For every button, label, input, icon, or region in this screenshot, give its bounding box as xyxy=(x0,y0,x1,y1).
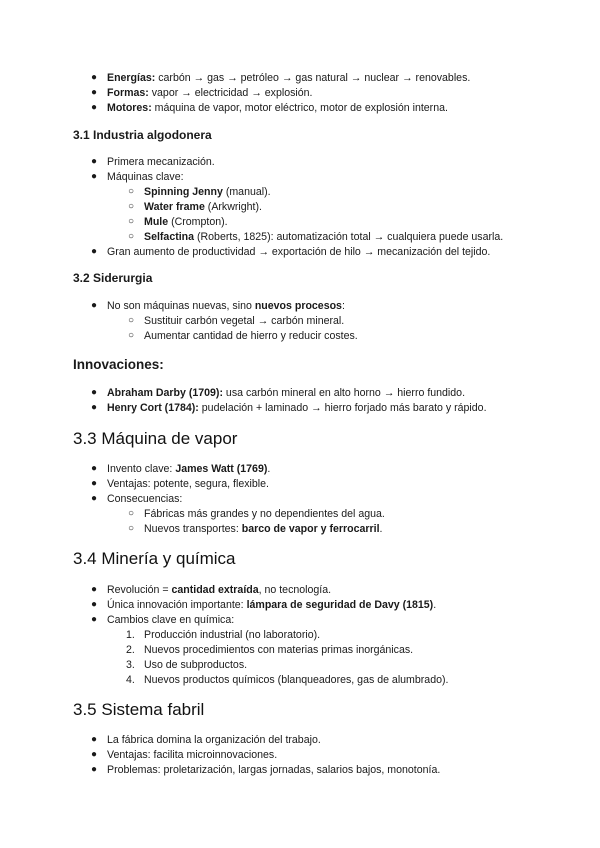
list-item: Energías: carbón → gas → petróleo → gas natural → nuclear → renovables. xyxy=(107,72,471,84)
bullet-icon: ● xyxy=(91,584,98,595)
sub-bullet-icon: ○ xyxy=(128,523,135,534)
bullet-icon: ● xyxy=(91,764,98,775)
section-heading-3-2: 3.2 Siderurgia xyxy=(73,271,153,285)
sub-list-item: Aumentar cantidad de hierro y reducir costes. xyxy=(144,330,358,342)
list-item: Invento clave: James Watt (1769). xyxy=(107,463,271,475)
list-item: Primera mecanización. xyxy=(107,156,215,168)
list-item: Gran aumento de productividad → exportación de hilo → mecanización del tejido. xyxy=(107,246,491,258)
ordered-number: 4. xyxy=(126,674,135,686)
ordered-number: 2. xyxy=(126,644,135,656)
ordered-item: Nuevos procedimientos con materias primas inorgánicas. xyxy=(144,644,414,656)
bullet-icon: ● xyxy=(91,749,98,760)
sub-list-item: Selfactina (Roberts, 1825): automatización total → cualquiera puede usarla. xyxy=(144,231,504,243)
list-item: Problemas: proletarización, largas jornadas, salarios bajos, monotonía. xyxy=(107,764,441,776)
bullet-icon: ● xyxy=(91,72,98,83)
list-item: La fábrica domina la organización del trabajo. xyxy=(107,734,321,746)
list-item: Ventajas: facilita microinnovaciones. xyxy=(107,749,278,761)
bullet-icon: ● xyxy=(91,156,98,167)
section-heading-3-3: 3.3 Máquina de vapor xyxy=(73,429,238,448)
list-item: Abraham Darby (1709): usa carbón mineral en alto horno → hierro fundido. xyxy=(107,387,466,399)
sub-bullet-icon: ○ xyxy=(128,315,135,326)
bullet-icon: ● xyxy=(91,463,98,474)
list-item: Motores: máquina de vapor, motor eléctrico, motor de explosión interna. xyxy=(107,102,448,114)
bullet-icon: ● xyxy=(91,171,98,182)
sub-bullet-icon: ○ xyxy=(128,216,135,227)
sub-bullet-icon: ○ xyxy=(128,186,135,197)
bullet-icon: ● xyxy=(91,387,98,398)
bullet-icon: ● xyxy=(91,402,98,413)
section-heading-3-1: 3.1 Industria algodonera xyxy=(73,128,212,142)
list-item: Cambios clave en química: xyxy=(107,614,235,626)
bullet-icon: ● xyxy=(91,300,98,311)
ordered-item: Uso de subproductos. xyxy=(144,659,248,671)
bullet-icon: ● xyxy=(91,87,98,98)
ordered-item: Nuevos productos químicos (blanqueadores, gas de alumbrado). xyxy=(144,674,449,686)
list-item: Consecuencias: xyxy=(107,493,183,505)
sub-bullet-icon: ○ xyxy=(128,231,135,242)
sub-bullet-icon: ○ xyxy=(128,201,135,212)
sub-list-item: Water frame (Arkwright). xyxy=(144,201,262,213)
bullet-icon: ● xyxy=(91,102,98,113)
innovations-heading: Innovaciones: xyxy=(73,357,164,372)
section-heading-3-4: 3.4 Minería y química xyxy=(73,549,236,568)
list-item: No son máquinas nuevas, sino nuevos procesos: xyxy=(107,300,345,312)
bullet-icon: ● xyxy=(91,493,98,504)
list-item: Revolución = cantidad extraída, no tecnología. xyxy=(107,584,332,596)
bullet-icon: ● xyxy=(91,599,98,610)
ordered-number: 1. xyxy=(126,629,135,641)
list-item: Formas: vapor → electricidad → explosión. xyxy=(107,87,313,99)
list-item: Ventajas: potente, segura, flexible. xyxy=(107,478,269,490)
list-item: Máquinas clave: xyxy=(107,171,184,183)
bullet-icon: ● xyxy=(91,478,98,489)
ordered-number: 3. xyxy=(126,659,135,671)
bullet-icon: ● xyxy=(91,614,98,625)
section-heading-3-5: 3.5 Sistema fabril xyxy=(73,700,205,719)
sub-list-item: Spinning Jenny (manual). xyxy=(144,186,271,198)
bullet-icon: ● xyxy=(91,734,98,745)
sub-list-item: Nuevos transportes: barco de vapor y ferrocarril. xyxy=(144,523,383,535)
list-item: Única innovación importante: lámpara de seguridad de Davy (1815). xyxy=(107,599,437,611)
bullet-icon: ● xyxy=(91,246,98,257)
sub-bullet-icon: ○ xyxy=(128,508,135,519)
sub-list-item: Sustituir carbón vegetal → carbón mineral. xyxy=(144,315,345,327)
list-item: Henry Cort (1784): pudelación + laminado → hierro forjado más barato y rápido. xyxy=(107,402,487,414)
sub-list-item: Mule (Crompton). xyxy=(144,216,228,228)
sub-list-item: Fábricas más grandes y no dependientes del agua. xyxy=(144,508,385,520)
sub-bullet-icon: ○ xyxy=(128,330,135,341)
ordered-item: Producción industrial (no laboratorio). xyxy=(144,629,321,641)
